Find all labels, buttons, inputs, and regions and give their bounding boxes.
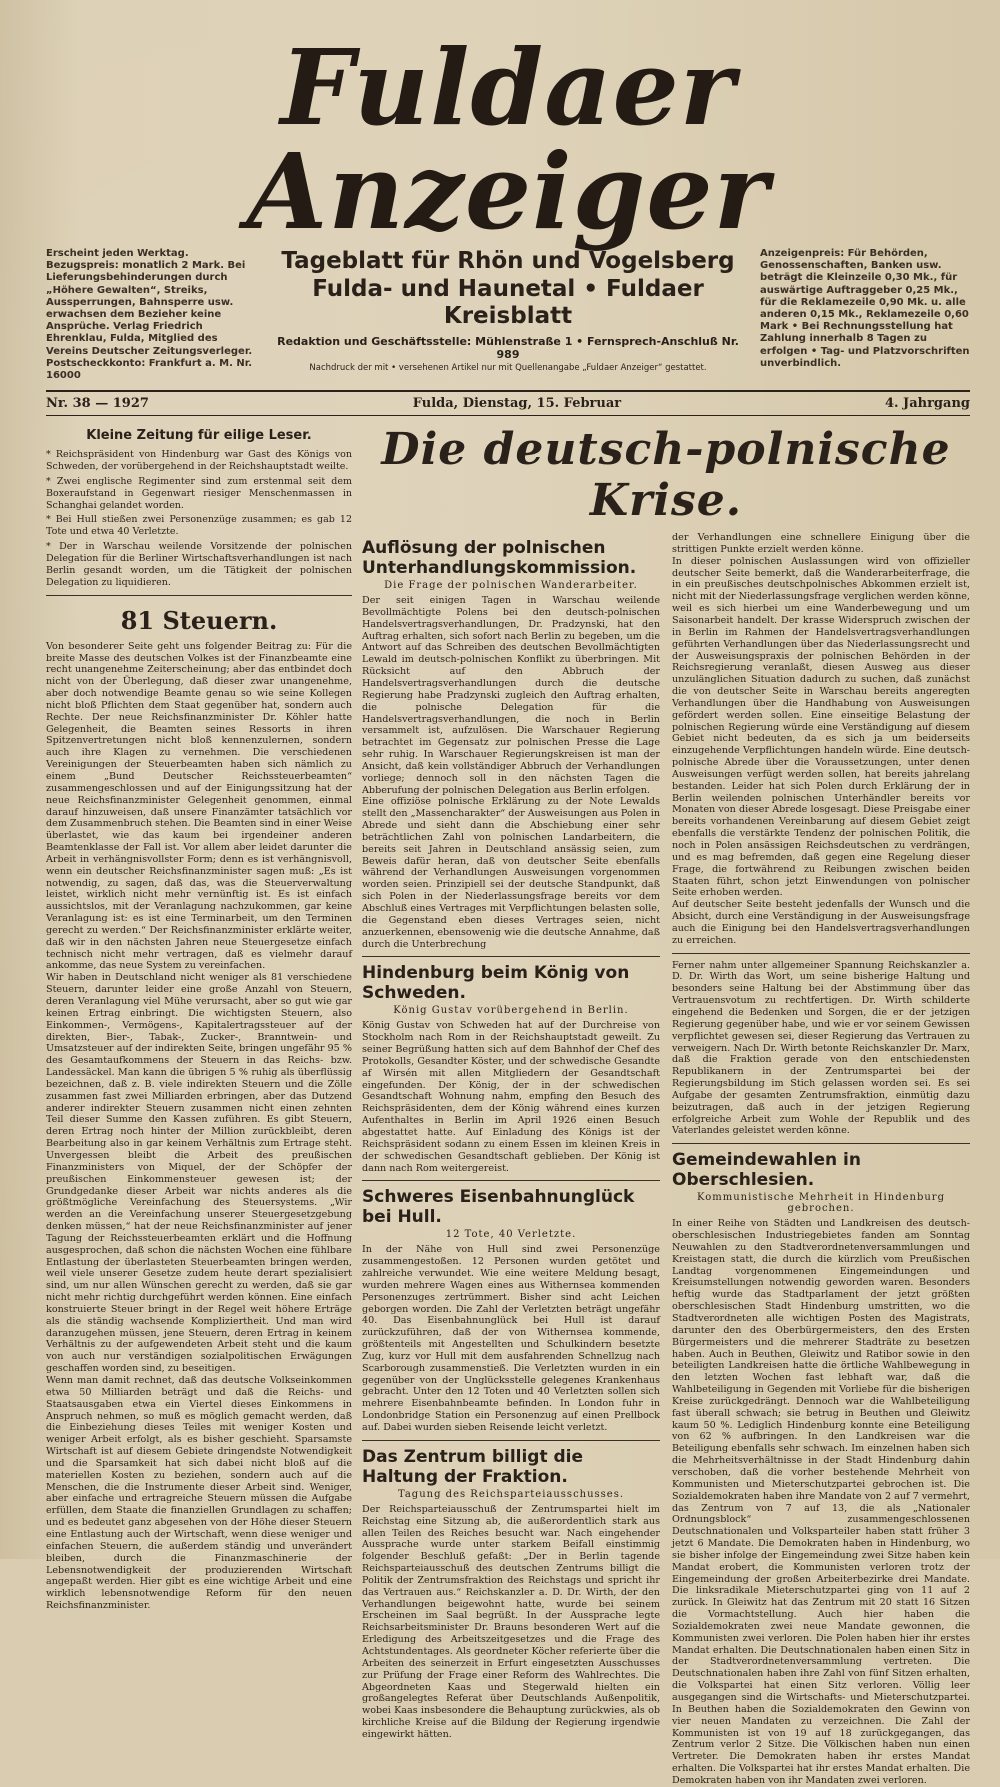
gemeinde-body: In einer Reihe von Städten und Landkreisen des deutsch-oberschlesischen Industriegebietes fanden am Sonntag Neuwahlen zu den Stadtverordnetenversammlungen und Kreistagen statt, die durch die kürzlich vom Preußischen Landtag vorgenommenen Eingemeindungen und Kreisumstellungen notwendig geworden waren. Besonders heftig wurde das Stadtparlament der jetzt größten oberschlesischen Stadt Hindenburg umstritten, wo die Stadtverordneten alle wichtigen Posten des Magistrats, darunter den des Oberbürgermeisters, den des Ersten Bürgermeisters und die mehrerer Stadträte zu besetzen haben. Auch in Beuthen, Gleiwitz und Ratibor sowie in den beteiligten Landkreisen hatte die örtliche Wahlbewegung in den letzten Wochen fast lebhaft war, daß die Wahlbeteiligung in Gegenden mit Vorliebe für die bisherigen Kreise zurückgedrängt. Dennoch war die Wahlbeteiligung fast überall schwach; sie betrug in Beuthen und Gleiwitz kaum 50 %. Lediglich Hindenburg konnte eine Beteiligung von 62 % aufbringen. In den Landkreisen war die Beteiligung ebenfalls sehr schwach. Im einzelnen haben sich die Mehrheitsverhältnisse in der Stadt Hindenburg dahin verschoben, daß die vorher bestehende Mehrheit von Kommunisten und Mieterschutzpartei gebrochen ist. Die Sozialdemokraten haben ihre Mandate von 2 auf 7 vermehrt, das Zentrum von 7 auf 13, die als „Nationaler Ordnungsblock“ zusammengeschlossenen Deutschnationalen und Volksparteiler haben statt früher 3 jetzt 6 Mandate. Die Demokraten haben in Hindenburg, wo sie bisher infolge der Eingemeindung zwei Sitze haben kein Mandat erobert, die Kommunisten verloren trotz der Eingemeindung der großen Arbeiterbezirke drei Mandate. Die linksradikale Mieterschutzpartei ging von 11 auf 2 zurück. In Gleiwitz hat das Zentrum mit 20 statt 16 Sitzen die Vormachtstellung. Auch hier haben die Sozialdemokraten zwei neue Mandate gewonnen, die Kommunisten zwei verloren. Die Polen haben hier ihr erstes Mandat erhalten. Die Deutschnationalen haben einen Sitz in der Stadtverordnetenversammlung vertreten. Die Deutschnationalen haben ihre Zahl von fünf Sitzen erhalten, die Volkspartei hat einen Sitz verloren. Völlig leer ausgegangen sind die Wirtschafts- und Mieterschutzpartei. In Beuthen haben die Sozialdemokraten den Gewinn von vier neuen Mandaten zu verzeichnen. Die Zahl der Kommunisten ist von 19 auf 18 zurückgegangen, das Zentrum verlor 2 Sitze. Die Völkischen haben nun einen Vertreter. Die Demokraten haben ihr erstes Mandat erhalten. Die Volkspartei hat ihr erstes Mandat erhalten. Die Demokraten haben von ihr Mandaten zwei verloren. [672, 1218, 970, 1786]
gemeinde-sub: Kommunistische Mehrheit in Hindenburg gebrochen. [697, 1192, 945, 1215]
masthead-title: Fuldaer Anzeiger [246, 26, 770, 253]
krise-paragraph: Eine offiziöse polnische Erklärung zu der Note Lewalds stellt den „Massencharakter“ der Ausweisungen aus Polen in Abrede und sieht dann die Abschiebung einer sehr beträchtlichen Zahl von polnischen Landarbeitern, die bereits seit Jahren in Deutschland ansässig seien, zum Beweis dafür heran, daß von deutscher Seite ebenfalls während der Verhandlungen Ausweisungen vorgenommen worden seien. Prinzipiell sei der deutsche Standpunkt, daß sich Polen in der Niederlassungsfrage bereits vor dem Abschluß eines Vertrages mit Verpflichtungen belasten solle, die Gegenstand eben dieses Vertrages seien, nicht anzuerkennen, ebensowenig wie die deutsche Annahme, daß durch die Unterbrechung [362, 796, 660, 950]
small-news-item: * Zwei englische Regimenter sind zum erstenmal seit dem Boxeraufstand in Gegenwart riesiger Menschenmassen in Schanghai gelandet worden. [46, 475, 352, 511]
small-news-item: * Der in Warschau weilende Vorsitzende der polnischen Delegation für die Berliner Wirtschaftsverhandlungen ist nach Berlin gesandt worden, um die Tätigkeit der polnischen Delegation zu liquidieren. [46, 541, 352, 588]
krise-paragraph: der Verhandlungen eine schnellere Einigung über die strittigen Punkte erzielt werden könne. [672, 532, 970, 555]
reprint-notice: Nachdruck der mit • versehenen Artikel nur mit Quellenangabe „Fuldaer Anzeiger“ gestattet. [309, 362, 707, 373]
right-subcolumn [672, 532, 970, 1787]
headline-krise: Die deutsch-polnische Krise. [381, 424, 951, 527]
steuern-paragraph: Wenn man damit rechnet, daß das deutsche Volkseinkommen etwa 50 Milliarden beträgt und daß die Reichs- und Staatsausgaben etwa ein Viertel dieses Einkommens in Anspruch nehmen, so muß es möglich gemacht werden, daß die Einbeziehung dieses Teiles mit weniger Kosten und weniger Arbeit erfolgt, als es bisher geschieht. Sparsamste Wirtschaft ist auf diesem Gebiete dringendste Notwendigkeit und die Sparsamkeit hat sich dabei nicht bloß auf die materiellen Kosten zu beziehen, sondern auch auf die Menschen, die die Instrumente dieser Arbeit sind. Weniger, aber einfache und ertragreiche Steuern müssen die Aufgabe erfüllen, dem Staate die finanziellen Grundlagen zu schaffen; und es bedeutet ganz abgesehen von der Höhe dieser Steuern eine Entlastung auch der Wirtschaft, wenn diese weniger und einfachen Steuern, die außerdem ständig und unverändert bleiben, durch die Finanzmaschinerie der Lebensnotwendigkeit der produzierenden Wirtschaft angepaßt werden. Hier gibt es eine wichtige Arbeit und eine wirklich lebensnotwendige Reform für den neuen Reichsfinanzminister. [46, 1375, 352, 1612]
krise-kicker: Die Frage der polnischen Wanderarbeiter. [384, 580, 638, 592]
hindenburg-sub: König Gustav vorübergehend in Berlin. [393, 1005, 629, 1017]
divider [362, 1440, 660, 1441]
hull-body: In der Nähe von Hull sind zwei Personenzüge zusammengestoßen. 12 Personen wurden getötet und zahlreiche verwundet. Wie eine weitere Meldung besagt, wurden mehrere Wagen eines aus Withernsea kommenden Personenzuges zertrümmert. Bisher sind acht Leichen geborgen worden. Die Zahl der Verletzten beträgt ungefähr 40. Das Eisenbahnunglück bei Hull ist darauf zurückzuführen, daß der von Withernsea kommende, größtenteils mit Angestellten und Schulkindern besetzte Zug, kurz vor Hull mit dem ausfahrenden Schnellzug nach Scarborough zusammenstieß. Die Verletzten wurden in ein gegenüber von der Unglücksstelle gelegenes Krankenhaus gebracht. Unter den 12 Toten und 40 Verletzten sollen sich mehrere Eisenbahnbeamte befinden. In London fuhr in Londonbridge Station ein Personenzug auf einen Prellbock auf. Dabei wurden sieben Reisende leicht verletzt. [362, 1244, 660, 1433]
krise-paragraph: In dieser polnischen Auslassungen wird von offizieller deutscher Seite bemerkt, daß die Wanderarbeiterfrage, die in ein preußisches deutschpolnisches Abkommen erzielt ist, nicht mit der Niederlassungsfrage verglichen werden könne, weil es sich hierbei um eine Wanderbewegung und um Saisonarbeit handelt. Der krasse Widerspruch zwischen der in Berlin im Rahmen der Handelsvertragsverhandlungen geführten Verhandlungen über das Niederlassungsrecht und der Ausweisungspraxis der polnischen Behörden in der Reichsregierung veranlaßt, diesen Ausweg aus dieser unzulänglichen Situation dadurch zu suchen, daß zunächst die von deutscher Seite in Warschau bereits angeregten Verhandlungen über die Handhabung von Ausweisungen gefördert werden sollen. Eine einseitige Belastung der polnischen Regierung würde eine Verständigung auf diesem Gebiet nicht bedeuten, da es sich ja um beiderseits einzugehende Verpflichtungen handeln würde. Eine deutsch-polnische Abrede über die Voraussetzungen, unter denen Ausweisungen verfügt werden sollen, hat bereits jahrelang bestanden. Leider hat sich Polen durch Erklärung der in Berlin weilenden polnischen Unterhändler bereits vor Monaten von dieser Abrede losgesagt. Diese Preisgabe einer bereits vorhandenen Vereinbarung auf diesem Gebiet zeigt ebenfalls die verstärkte Tendenz der polnischen Politik, die noch in Polen ansässigen Reichsdeutschen zu verdrängen, und es mag befremden, daß gegen eine Regelung dieser Frage, die fortwährend zu Reibungen zwischen beiden Staaten führt, schon jetzt Einwendungen von polnischer Seite erhoben werden. [672, 555, 970, 899]
small-news-item: * Reichspräsident von Hindenburg war Gast des Königs von Schweden, der vorübergehend in der Reichshauptstadt weilte. [46, 449, 352, 472]
steuern-paragraph: Von besonderer Seite geht uns folgender Beitrag zu: Für die breite Masse des deutschen Volkes ist der Finanzbeamte eine recht unangenehme Zeiterscheinung; aber das entbindet doch nicht von der Überlegung, daß dieser zwar unangenehme, aber doch notwendige Beamte genau so wie seine Kollegen nicht bloß Pflichten dem Staat gegenüber hat, sondern auch Rechte. Der neue Reichsfinanzminister Dr. Köhler hatte Gelegenheit, die Beamten seines Ressorts in ihren Spitzenvertretungen nicht bloß kennenzulernen, sondern auch ihre Klagen zu vernehmen. Die verschiedenen Vereinigungen der Steuerbeamten haben sich nämlich zu einem „Bund Deutscher Reichssteuerbeamten“ zusammengeschlossen und auf der Einigungssitzung hat der neue Reichsfinanzminister Gelegenheit genommen, einmal darauf hinzuweisen, daß unsere Finanzämter tatsächlich vor dem Zusammenbruch stehen. Die Beamten sind in einer Weise überlastet, wie das kaum bei irgendeiner anderen Beamtenklasse der Fall ist. Vor allem aber leidet darunter die Arbeit in verhängnisvollster Form; denn es ist verhängnisvoll, wenn ein deutscher Reichsfinanzminister sagen muß: „Es ist notwendig, zu sagen, daß das, was die Steuerverwaltung leistet, wirklich nicht mehr vernünftig ist. Es ist einfach aussichtslos, mit der Veranlagung nachzukommen, gar keine Veranlagung ist: es ist eine Terminarbeit, um den Terminen gerecht zu werden.“ Der Reichsfinanzminister erklärte weiter, daß wir in den nächsten Jahren neue Steuergesetze einfach technisch nicht mehr vertragen, daß es vielmehr darauf ankomme, das neue System zu vereinfachen. [46, 640, 352, 972]
issue-number: Nr. 38 — 1927 [46, 396, 149, 412]
hull-sub: 12 Tote, 40 Verletzte. [445, 1229, 577, 1241]
right-subcolumns [362, 532, 970, 1787]
right-column [362, 424, 970, 1787]
volume-number: 4. Jahrgang [884, 396, 970, 412]
issue-date: Fulda, Dienstag, 15. Februar [412, 396, 622, 412]
divider [672, 953, 970, 954]
left-column [46, 424, 352, 1787]
hull-title: Schweres Eisenbahnunglück bei Hull. [362, 1187, 635, 1228]
small-news-title: Kleine Zeitung für eilige Leser. [86, 428, 312, 444]
divider [362, 1180, 660, 1181]
zentrum-sub: Tagung des Reichsparteiausschusses. [397, 1488, 625, 1500]
zentrum-body: Der Reichsparteiausschuß der Zentrumspartei hielt im Reichstag eine Sitzung ab, die außerordentlich stark aus allen Teilen des Reiches besucht war. Nach eingehender Aussprache wurde unter starkem Beifall einstimmig folgender Beschluß gefaßt: „Der in Berlin tagende Reichsparteiausschuß des deutschen Zentrums billigt die Politik der Zentrumsfraktion des Reichstags und spricht ihr das Vertrauen aus.“ Reichskanzler a. D. Dr. Wirth, der den Verhandlungen beigewohnt hatte, wurde bei seinem Erscheinen im Saal begrüßt. In der Aussprache legte Reichsarbeitsminister Dr. Brauns besonderen Wert auf die Erledigung des Arbeitszeitgesetzes und die Frage des Achtstundentages. Als geordneter Köcher referierte über die Arbeiten des seinerzeit in Erfurt eingesetzten Ausschusses zur Prüfung der Frage einer Reform des Wahlrechtes. Die Abgeordneten Kaas und Stegerwald hielten ein großangelegtes Referat über Deutschlands Außenpolitik, wobei Kaas insbesondere die Behauptung zurückwies, als ob kirchliche Kreise auf die Bildung der Regierung irgendwie eingewirkt hätten. [362, 1503, 660, 1740]
columns [46, 424, 970, 1787]
steuern-paragraph: Wir haben in Deutschland nicht weniger als 81 verschiedene Steuern, darunter leider eine große Anzahl von Steuern, deren Veranlagung viel Mühe verursacht, aber so gut wie gar keinen Ertrag einbringt. Die wichtigsten Steuern, also Einkommen-, Vermögens-, Kapitalertragssteuer auf der direkten, Bier-, Tabak-, Zucker-, Branntwein- und Umsatzsteuer auf der indirekten Seite, bringen ungefähr 95 % des Gesamtaufkommens der Steuern in das Reichs- bzw. Landessäckel. Man kann die übrigen 5 % ruhig als überflüssig bezeichnen, daß z. B. viele indirekten Steuern und die Zölle zusammen fast zwei Milliarden erbringen, aber das Dutzend anderer indirekter Steuern zusammen nicht einen zehnten Teil dieser Summe den Kassen zuführen. Es gibt Steuern, deren Ertrag noch hinter der Million zurückbleibt, deren Bearbeitung also in gar keinem Verhältnis zum Ertrage steht. Unvergessen bleibt die Arbeit des preußischen Finanzministers von Miquel, der der Schöpfer der preußischen Einkommensteuer gewesen ist; der Grundgedanke dieser Arbeit war nichts anderes als die größtmögliche Vereinfachung des Steuersystems. „Wir werden an die Vereinfachung unserer Steuergesetzgebung denken müssen,“ hat der neue Reichsfinanzminister auf jener Tagung der Reichssteuerbeamten erklärt und die Hoffnung ausgesprochen, daß schon die nächsten Wochen eine fühlbare Entlastung der überlasteten Steuerbeamten bringen werden, weil viele unserer Gesetze zudem heute derart spezialisiert sind, um nur allen Wünschen gerecht zu werden, daß sie gar nicht mehr richtig durchgeführt werden können. Eine einfach konstruierte Steuer bringt in der Regel weit höhere Erträge als die ständig wachsende Kompliziertheit. Und man wird daranzugehen müssen, jene Steuern, deren Ertrag in keinem Verhältnis zu der aufgewendeten Arbeit steht und die kaum von auch nur verständigen sozialpolitischen Erwägungen geschaffen worden sind, zu beseitigen. [46, 972, 352, 1375]
zentrum-title: Das Zentrum billigt die Haltung der Fraktion. [362, 1446, 584, 1487]
header-center [256, 248, 760, 373]
subtitle-line-2: Fulda- und Haunetal • Fuldaer Kreisblatt [312, 275, 704, 330]
header-row [46, 248, 970, 382]
subtitle-line-1: Tageblatt für Rhön und Vogelsberg [281, 248, 735, 274]
hindenburg-body: König Gustav von Schweden hat auf der Durchreise von Stockholm nach Rom in der Reichshauptstadt geweilt. Zu seiner Begrüßung hatten sich auf dem Bahnhof der Chef des Protokolls, Gesandter Köster, und der schwedische Gesandte af Wirsén mit allen Mitgliedern der Gesandtschaft eingefunden. Der König, der in der schwedischen Gesandtschaft Wohnung nahm, empfing den Besuch des Reichspräsidenten, dem der König während eines kurzen Aufenthaltes in Berlin im April 1926 einen Besuch abgestattet hatte. Auf Einladung des Königs ist der Reichspräsident sodann zu einem Essen im kleinen Kreis in der schwedischen Gesandtschaft geblieben. Der König ist dann nach Rom weitergereist. [362, 1020, 660, 1174]
divider [46, 595, 352, 596]
subscription-note: Erscheint jeden Werktag. Bezugspreis: monatlich 2 Mark. Bei Lieferungsbehinderungen durch „Höhere Gewalten“, Streiks, Aussperrungen, Bahnsperre usw. erwachsen dem Bezieher keine Ansprüche. Verlag Friedrich Ehrenklau, Fulda, Mitglied des Vereins Deutscher Zeitungsverleger. Postscheckkonto: Frankfurt a. M. Nr. 16000 [46, 248, 253, 381]
dateline [46, 390, 970, 416]
advertising-note: Anzeigenpreis: Für Behörden, Genossenschaften, Banken usw. beträgt die Kleinzeile 0,30 Mk., für auswärtige Auftraggeber 0,25 Mk., für die Reklamezeile 0,90 Mk. u. alle anderen 0,15 Mk., Reklamezeile 0,60 Mark • Bei Rechnungsstellung hat Zahlung innerhalb 8 Tagen zu erfolgen • Tag- und Platzvorschriften unverbindlich. [760, 248, 970, 369]
krise-paragraph: Auf deutscher Seite besteht jedenfalls der Wunsch und die Absicht, durch eine Verständigung in der Ausweisungsfrage auch die Einigung bei den Handelsvertragsverhandlungen zu erreichen. [672, 899, 970, 946]
middle-column [362, 532, 660, 1787]
krise-paragraph: Der seit einigen Tagen in Warschau weilende Bevollmächtigte Polens bei den deutsch-polnischen Handelsvertragsverhandlungen, Dr. Pradzynski, hat den Auftrag erhalten, sich sofort nach Berlin zu begeben, um die Antwort auf das Schreiben des deutschen Bevollmächtigten Lewald im deutsch-polnischen Konflikt zu überbringen. Mit Rücksicht auf den Abbruch der Handelsvertragsverhandlungen durch die deutsche Regierung habe Pradzynski zugleich den Auftrag erhalten, die polnische Delegation für die Handelsvertragsverhandlungen, die noch in Berlin versammelt ist, aufzulösen. Die Warschauer Regierung betrachtet im Gegensatz zur polnischen Presse die Lage sehr ruhig. In Warschauer Regierungskreisen ist man der Ansicht, daß kein vollständiger Abbruch der Verhandlungen vorliege; dennoch soll in den nächsten Tagen die Abberufung der polnischen Delegation aus Berlin erfolgen. [362, 595, 660, 796]
hindenburg-title: Hindenburg beim König von Schweden. [362, 963, 630, 1004]
gemeinde-title: Gemeindewahlen in Oberschlesien. [672, 1150, 861, 1191]
small-news-item: * Bei Hull stießen zwei Personenzüge zusammen; es gab 12 Tote und etwa 40 Verletzte. [46, 514, 352, 538]
divider [672, 1143, 970, 1144]
wirth-body: Ferner nahm unter allgemeiner Spannung Reichskanzler a. D. Dr. Wirth das Wort, um seine bisherige Haltung und besonders seine Haltung bei der Abstimmung über das Vertrauensvotum zu rechtfertigen. Dr. Wirth schilderte eingehend die Bedenken und Sorgen, die er der jetzigen Regierung gegenüber habe, und wie er vor seinem Gewissen verpflichtet gewesen sei, dieser Regierung das Vertrauen zu verweigern. Nach Dr. Wirth betonte Reichskanzler Dr. Marx, daß die Fraktion gerade von den entschiedensten Republikanern in der Zentrumspartei bei der Regierungsbildung im Stich gelassen worden sei. Es sei Aufgabe der gesamten Zentrumsfraktion, einmütig dazu beizutragen, daß auch in der jetzigen Regierung erfolgreiche Arbeit zum Wohle der Republik und des Vaterlandes geleistet werden könne. [672, 959, 970, 1137]
address-line: Redaktion und Geschäftsstelle: Mühlenstraße 1 • Fernsprech-Anschluß Nr. 989 [277, 334, 739, 361]
krise-subtitle: Auflösung der polnischen Unterhandlungskommission. [362, 538, 637, 579]
divider [362, 956, 660, 957]
steuern-title: 81 Steuern. [120, 605, 278, 635]
